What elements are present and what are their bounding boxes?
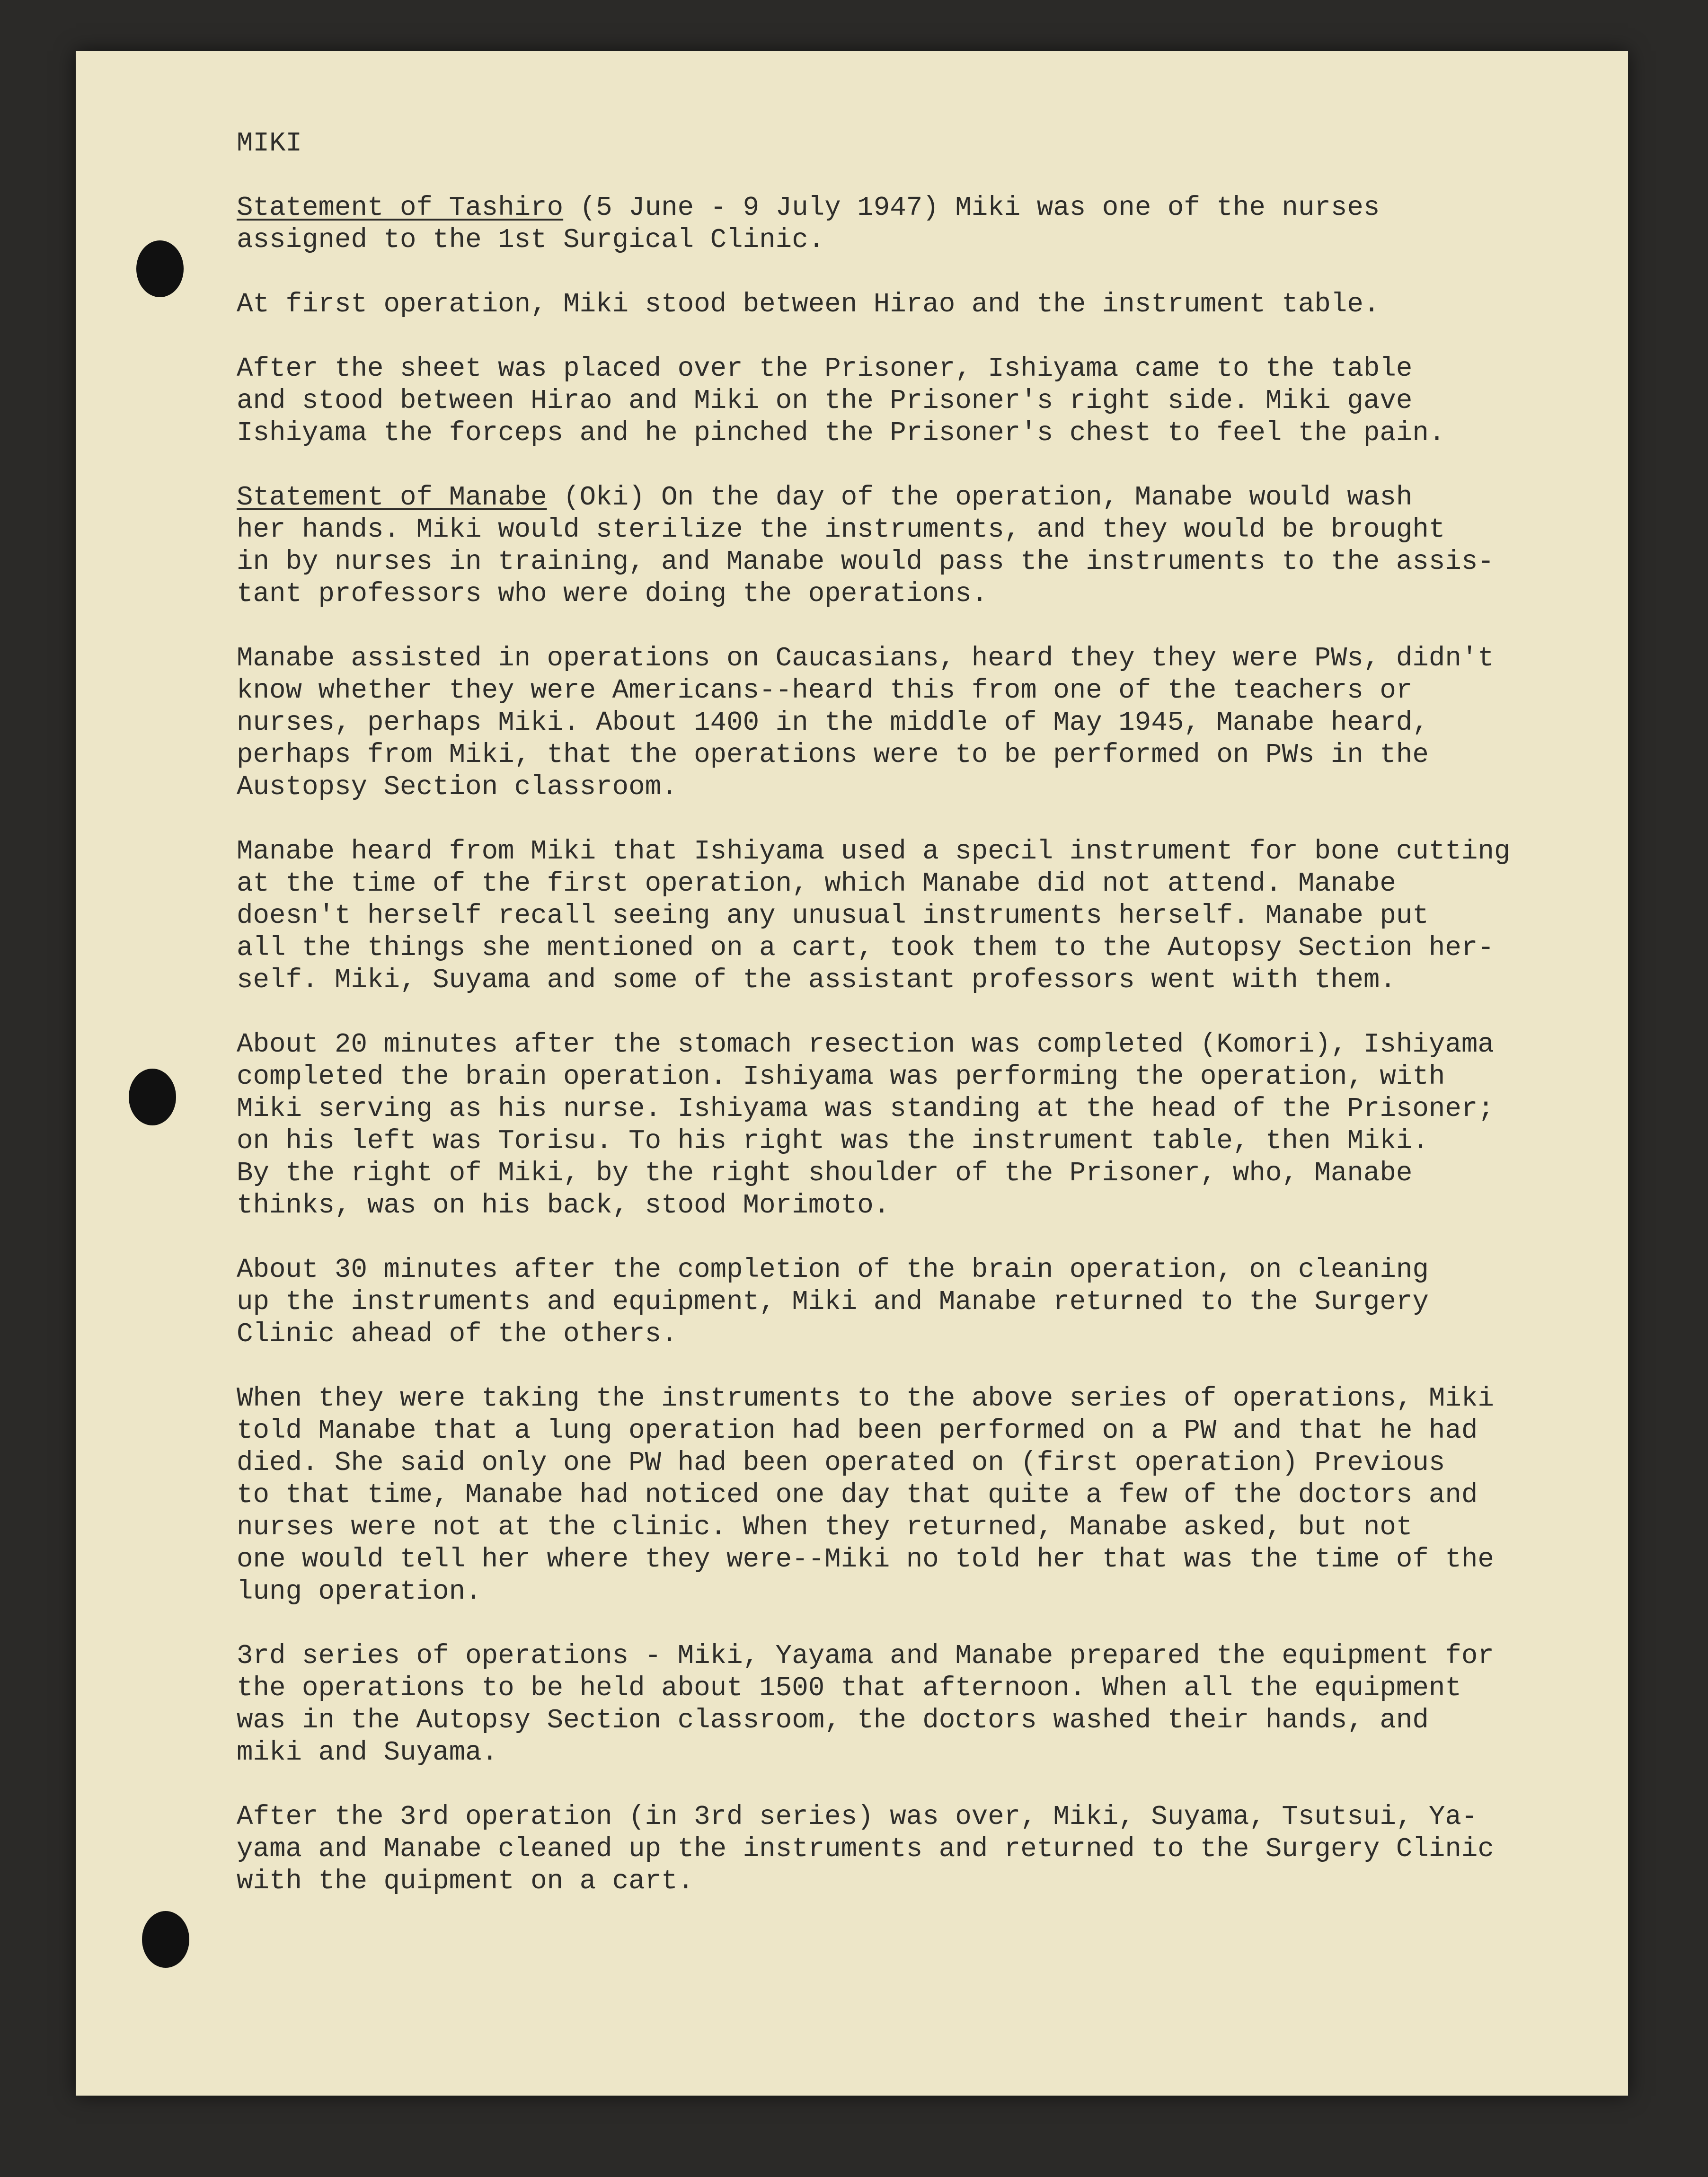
paragraph [237, 1383, 1581, 1608]
paragraph-text: (Oki) On the day of the operation, Manabe would wash her hands. Miki would sterilize the instruments, and they would be brought in by nurses in training, and Manabe would pass the instruments to the assis- tant professors who were doing the operations. [237, 482, 1494, 610]
paragraph [237, 1029, 1581, 1222]
paragraph-text: Manabe heard from Miki that Ishiyama used a specil instrument for bone cutting at the time of the first operation, which Manabe did not attend. Manabe doesn't herself recall seeing any unusual instruments herself. Manabe put all the things she mentioned on a cart, took them to the Autopsy Section her- self. Miki, Suyama and some of the assistant professors went with them. [237, 836, 1511, 996]
document-body [237, 128, 1581, 1898]
paragraph [237, 1254, 1581, 1351]
paragraph [237, 353, 1581, 450]
paragraph-text: 3rd series of operations - Miki, Yayama and Manabe prepared the equipment for the operations to be held about 1500 that afternoon. When all the equipment was in the Autopsy Section classroom, the doctors washed their hands, and miki and Suyama. [237, 1641, 1494, 1768]
statement-heading: Statement of Tashiro [237, 193, 564, 223]
paragraph-text: About 30 minutes after the completion of the brain operation, on cleaning up the instruments and equipment, Miki and Manabe returned to the Surgery Clinic ahead of the others. [237, 1255, 1429, 1350]
punch-hole [142, 1911, 189, 1968]
paragraph [237, 836, 1581, 997]
paragraph-text: After the sheet was placed over the Prisoner, Ishiyama came to the table and stood between Hirao and Miki on the Prisoner's right side. Miki gave Ishiyama the forceps and he pinched the Prisoner's chest to feel the pain. [237, 354, 1445, 449]
paragraph [237, 192, 1581, 257]
punch-hole [129, 1069, 176, 1125]
paragraph [237, 1801, 1581, 1898]
paragraph [237, 289, 1581, 321]
paragraph-text: When they were taking the instruments to the above series of operations, Miki told Manabe that a lung operation had been performed on a PW and that he had died. She said only one PW had been operated on (first operation) Previous to that time, Manabe had noticed one day that quite a few of the doctors and nurses were not at the clinic. When they returned, Manabe asked, but not one would tell her where they were--Miki no told her that was the time of the lung operation. [237, 1383, 1494, 1607]
statement-heading: Statement of Manabe [237, 482, 547, 513]
document-title: MIKI [237, 128, 302, 159]
punch-hole [136, 240, 184, 297]
paragraph-text: After the 3rd operation (in 3rd series) was over, Miki, Suyama, Tsutsui, Ya- yama and Manabe cleaned up the instruments and returned to the Surgery Clinic with the quipment on a cart. [237, 1802, 1494, 1897]
paragraph [237, 1640, 1581, 1769]
paragraph-text: About 20 minutes after the stomach resection was completed (Komori), Ishiyama completed the brain operation. Ishiyama was performing the operation, with Miki serving as his nurse. Ishiyama was standing at the head of the Prisoner; on his left was Torisu. To his right was the instrument table, then Miki. By the right of Miki, by the right shoulder of the Prisoner, who, Manabe thinks, was on his back, stood Morimoto. [237, 1029, 1494, 1221]
paragraph [237, 482, 1581, 611]
paragraph-text: At first operation, Miki stood between Hirao and the instrument table. [237, 289, 1380, 320]
paragraph-text: (5 June - 9 July 1947) Miki was one of the nurses assigned to the 1st Surgical Clinic. [237, 193, 1380, 256]
paragraph [237, 643, 1581, 804]
paragraph-text: Manabe assisted in operations on Caucasians, heard they they were PWs, didn't know whether they were Americans--heard this from one of the teachers or nurses, perhaps Miki. About 1400 in the middle of May 1945, Manabe heard, perhaps from Miki, that the operations were to be performed on PWs in the Austopsy Section classroom. [237, 643, 1494, 803]
